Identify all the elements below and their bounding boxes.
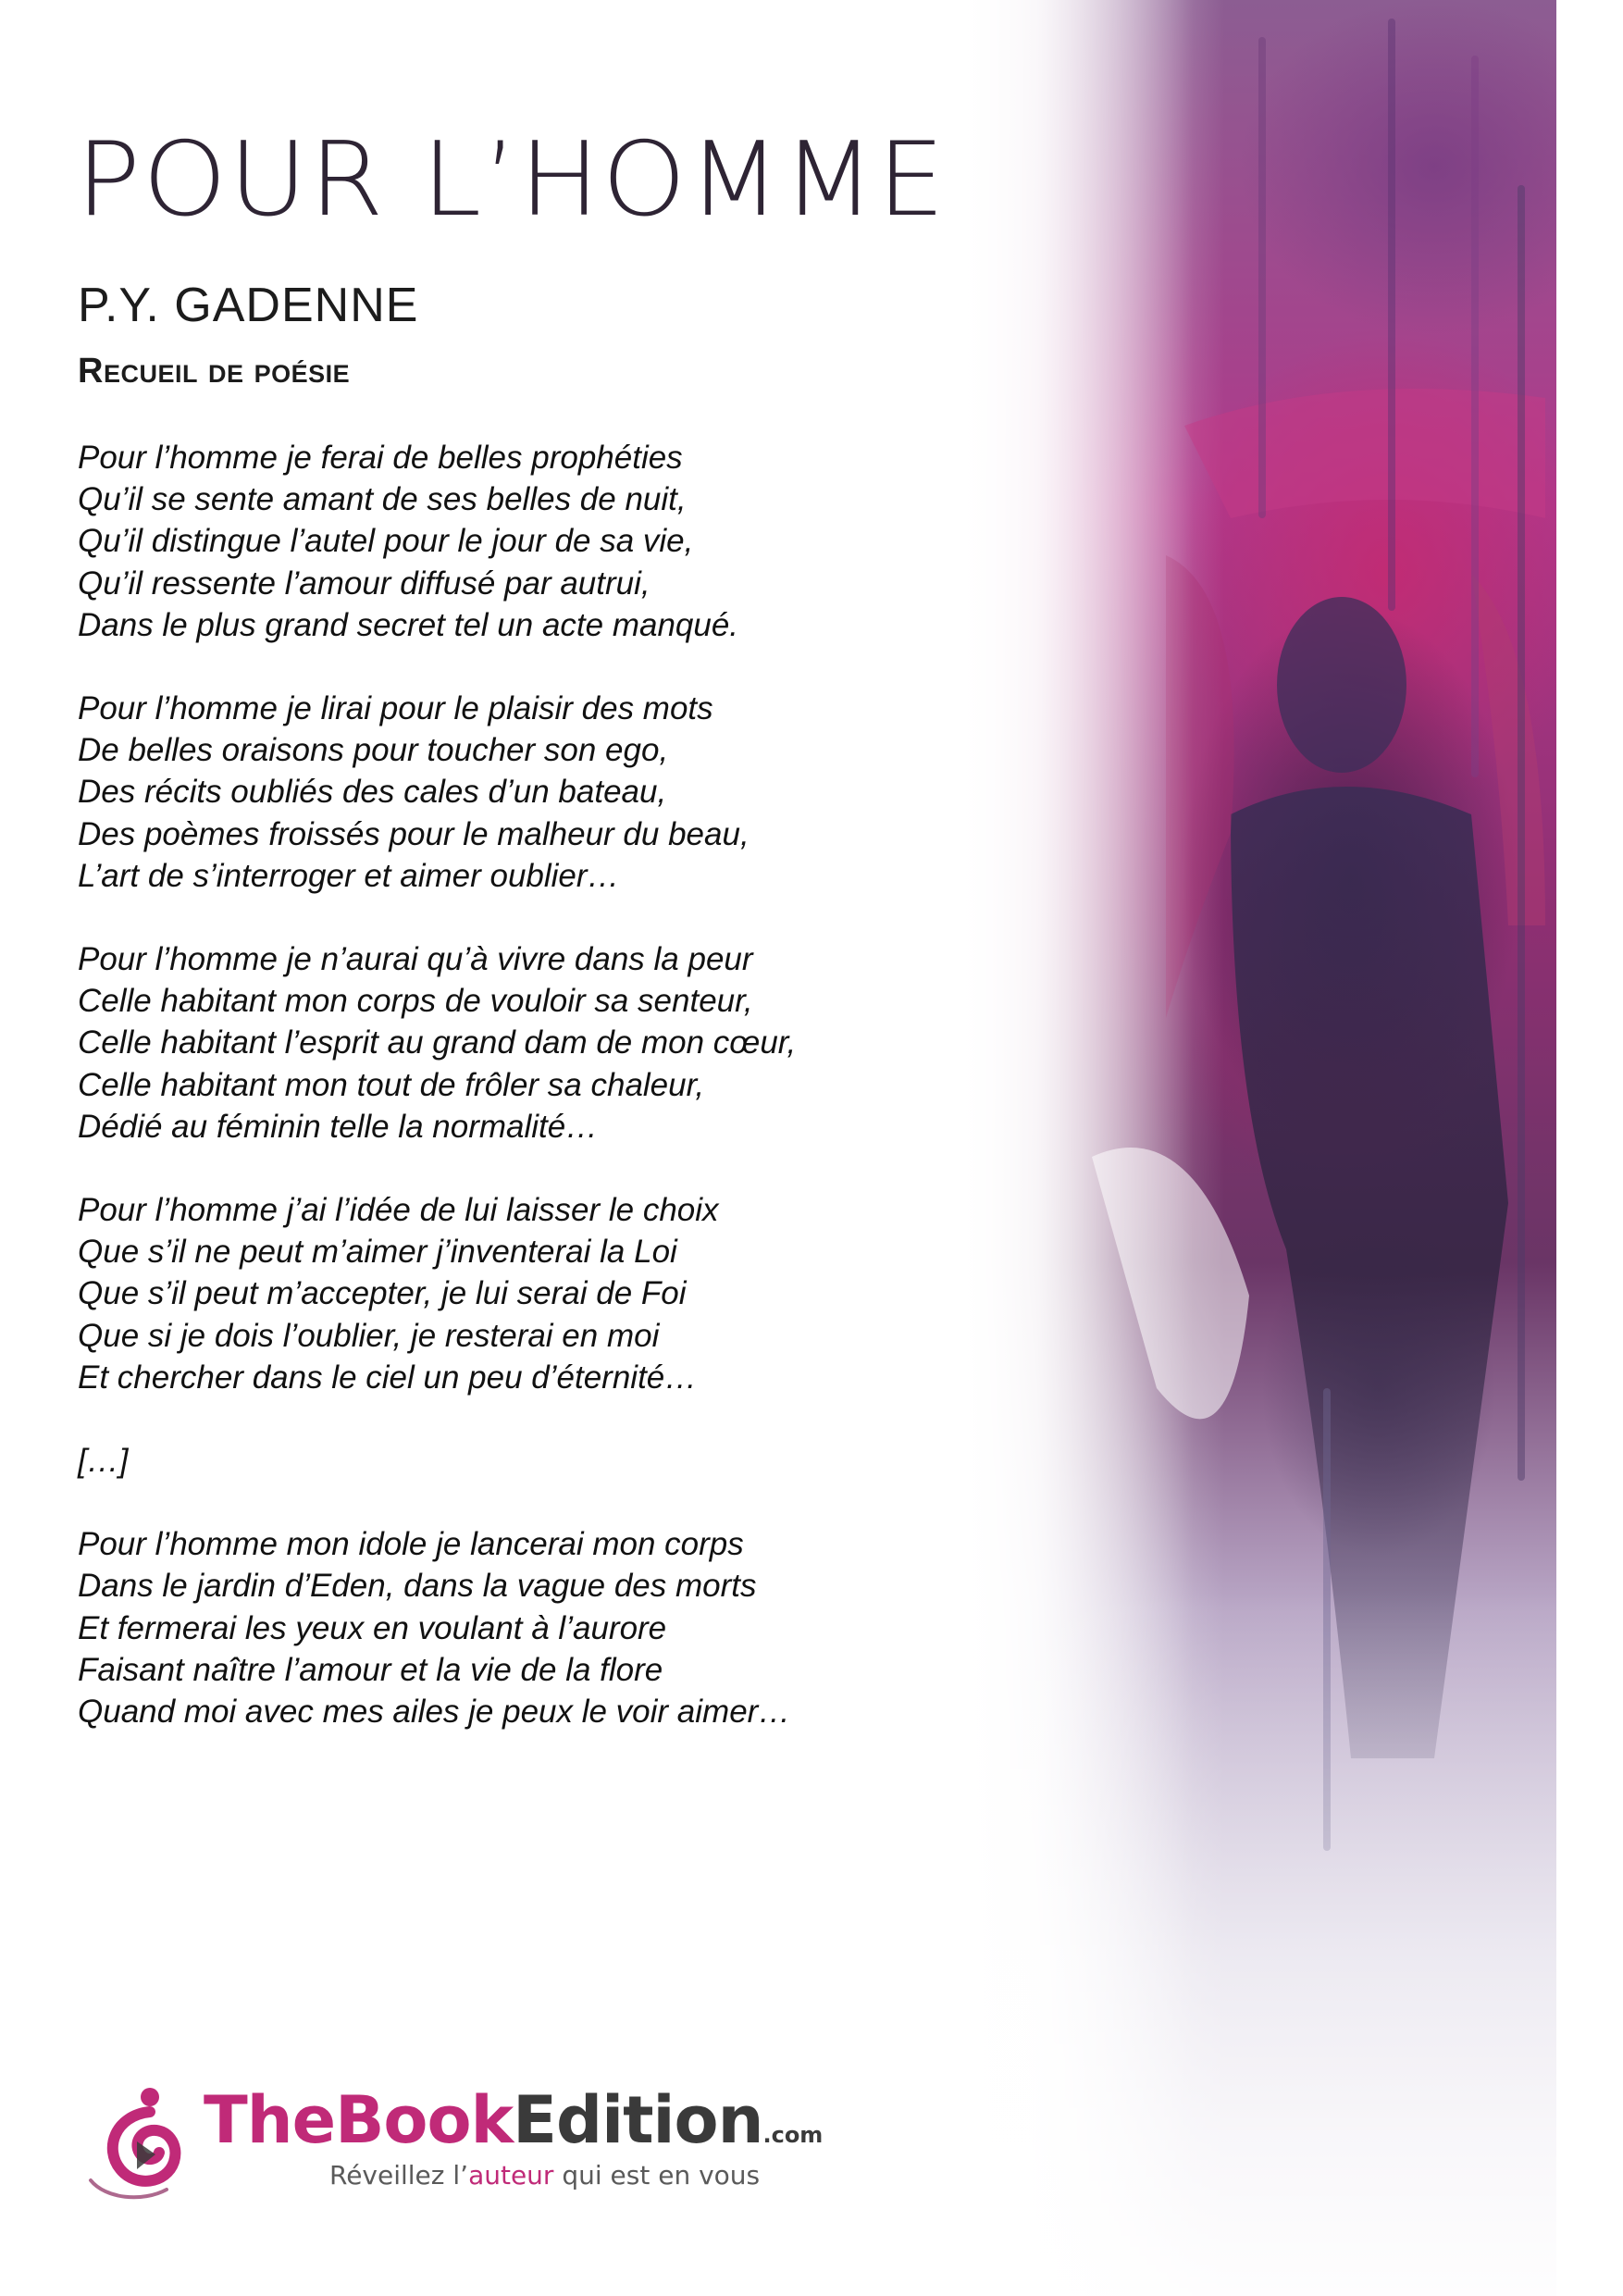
poem-line: Des récits oubliés des cales d’un bateau, <box>78 774 667 811</box>
publisher-tagline <box>329 2160 760 2191</box>
poem-line: De belles oraisons pour toucher son ego, <box>78 732 669 769</box>
poem-line: Pour l’homme je lirai pour le plaisir des mots <box>78 690 713 727</box>
poem-line: Que si je dois l’oublier, je resterai en moi <box>78 1317 660 1354</box>
poem-line: Des poèmes froissés pour le malheur du beau, <box>78 815 750 852</box>
poem-line: Que s’il ne peut m’aimer j’inventerai la Loi <box>78 1234 677 1271</box>
publisher-logo <box>78 2084 836 2214</box>
poem-line: L’art de s’interroger et aimer oublier… <box>78 857 620 894</box>
paint-drip <box>1388 19 1395 611</box>
tagline-text: Réveillez l’ <box>329 2160 469 2191</box>
poem-line: Celle habitant mon corps de vouloir sa senteur, <box>78 983 753 1020</box>
paint-drip <box>1518 185 1525 1481</box>
poem-line: Que s’il peut m’accepter, je lui serai de Foi <box>78 1275 687 1312</box>
poem-line: Pour l’homme je ferai de belles prophéties <box>78 440 683 476</box>
poem-stanza <box>78 688 966 897</box>
poem-line: Celle habitant mon tout de frôler sa chaleur, <box>78 1066 705 1103</box>
poem-line: Qu’il distingue l’autel pour le jour de sa vie, <box>78 523 694 560</box>
poem-line: Pour l’homme j’ai l’idée de lui laisser le choix <box>78 1192 719 1229</box>
painting-fade <box>953 1593 1556 2296</box>
publisher-name <box>204 2082 824 2158</box>
paint-drip <box>1471 56 1479 777</box>
publisher-domain: .com <box>762 2122 824 2148</box>
poem-line: Faisant naître l’amour et la vie de la flore <box>78 1651 663 1688</box>
poem-line: Qu’il ressente l’amour diffusé par autrui, <box>78 565 650 602</box>
poem-line: Et chercher dans le ciel un peu d’éternité… <box>78 1359 698 1396</box>
publisher-name-part: Book <box>335 2082 514 2158</box>
cover-painting <box>953 0 1556 2296</box>
poem-line: Pour l’homme mon idole je lancerai mon corps <box>78 1526 744 1563</box>
poem-excerpt <box>78 437 966 1774</box>
poem-line: Et fermerai les yeux en voulant à l’aurore <box>78 1609 667 1646</box>
poem-stanza <box>78 938 966 1148</box>
poem-line: Dans le plus grand secret tel un acte manqué. <box>78 606 739 643</box>
tagline-accent: auteur <box>468 2160 554 2191</box>
poem-stanza <box>78 1523 966 1732</box>
poem-line: Dans le jardin d’Eden, dans la vague des morts <box>78 1568 757 1605</box>
poem-line: Pour l’homme je n’aurai qu’à vivre dans la peur <box>78 941 753 978</box>
book-title: POUR L’HOMME <box>76 120 948 240</box>
poem-line: Dédié au féminin telle la normalité… <box>78 1108 599 1145</box>
poem-stanza <box>78 437 966 646</box>
book-subtitle: Recueil de poésie <box>78 352 351 391</box>
poem-stanza <box>78 1189 966 1398</box>
publisher-name-part: Edition <box>513 2082 763 2158</box>
poem-line: Qu’il se sente amant de ses belles de nuit, <box>78 481 687 518</box>
poem-line: Quand moi avec mes ailes je peux le voir aimer… <box>78 1694 791 1731</box>
publisher-emblem-icon <box>78 2084 198 2204</box>
tagline-text: qui est en vous <box>553 2160 761 2191</box>
paint-drip <box>1258 37 1266 518</box>
author-name: P.Y. GADENNE <box>78 279 419 332</box>
publisher-name-part: The <box>204 2082 336 2158</box>
poem-omission-marker: […] <box>78 1443 129 1480</box>
poem-line: Celle habitant l’esprit au grand dam de mon cœur, <box>78 1024 797 1061</box>
